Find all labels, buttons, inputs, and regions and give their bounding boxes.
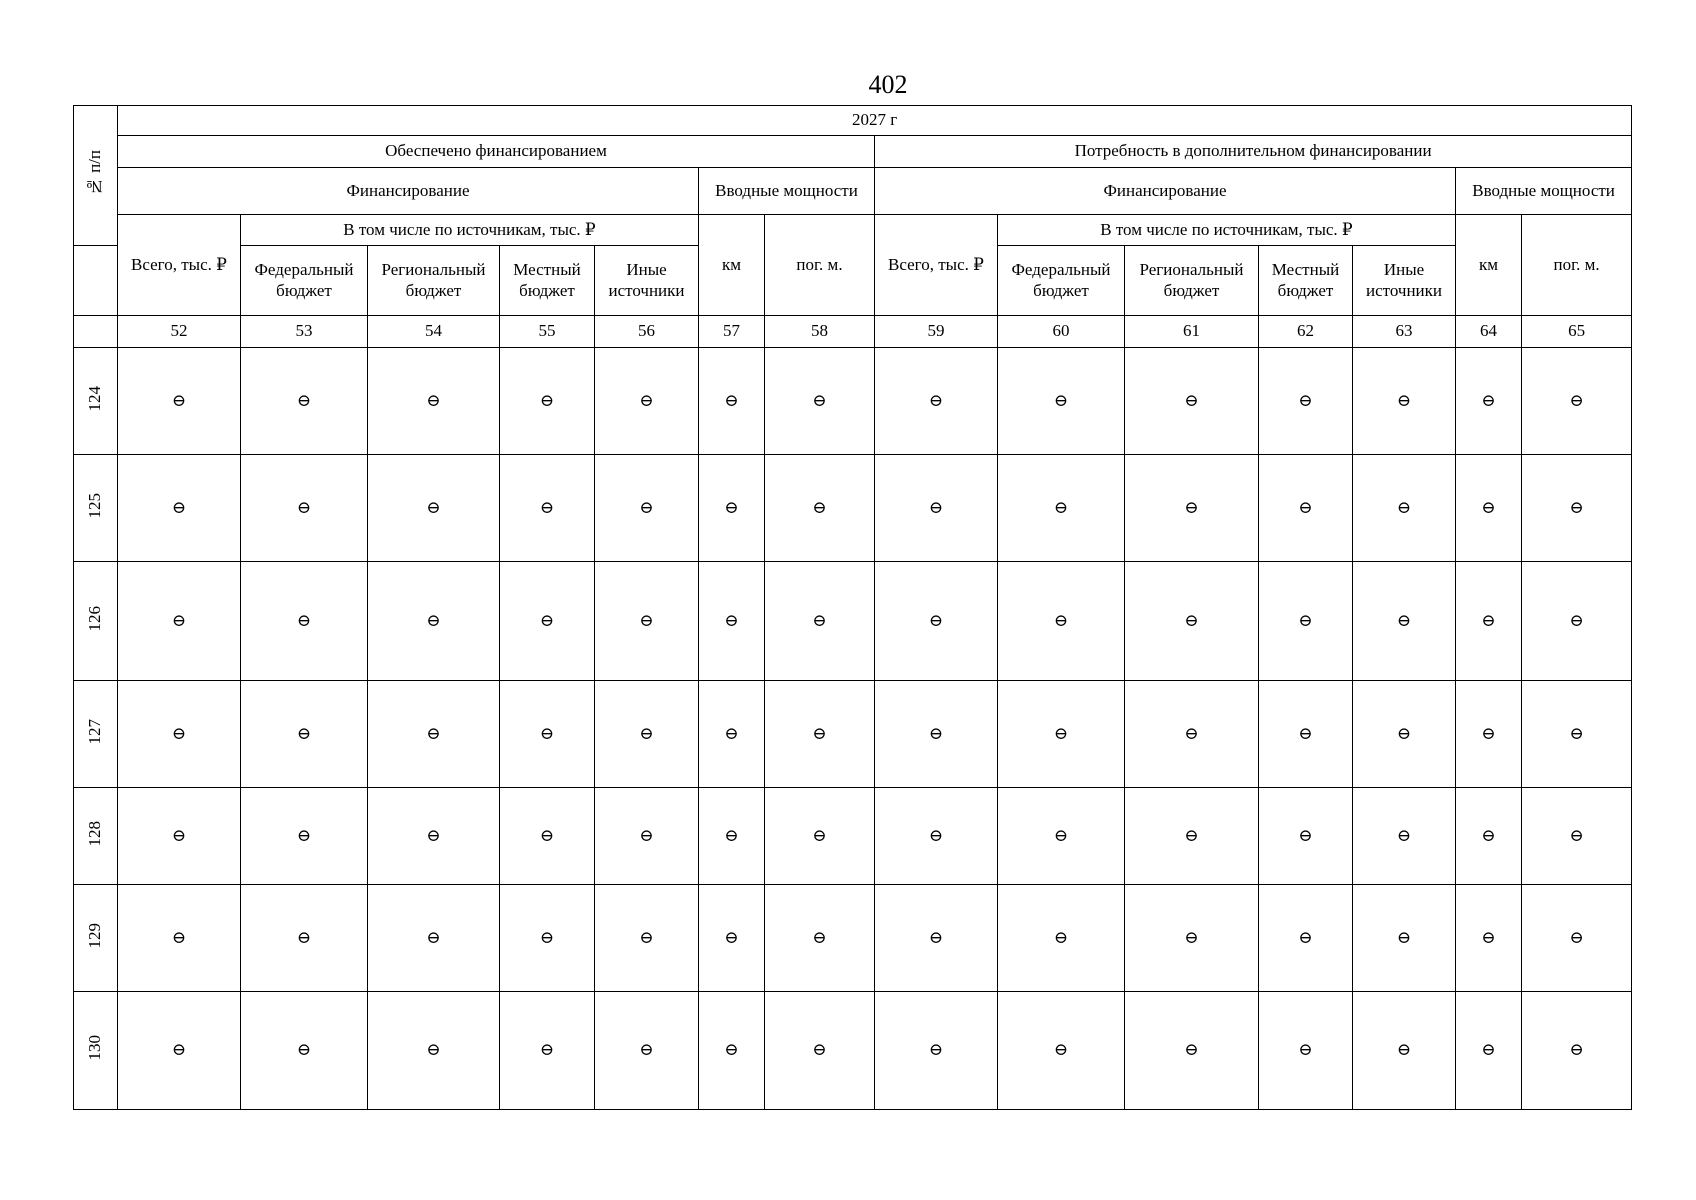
table-row [74,348,1632,455]
value-cell: ⊖ [1353,992,1456,1110]
value-cell: ⊖ [1353,455,1456,562]
value-cell: ⊖ [998,562,1125,681]
value-cell: ⊖ [1456,885,1522,992]
pog-m-header: пог. м. [1522,215,1632,316]
secured-financing-header: Обеспечено финансированием [118,136,875,168]
value-cell: ⊖ [118,788,241,885]
value-cell: ⊖ [1125,455,1259,562]
sources-header: В том числе по источникам, тыс. ₽ [998,215,1456,246]
value-cell: ⊖ [1522,455,1632,562]
value-cell: ⊖ [1456,455,1522,562]
value-cell: ⊖ [1259,885,1353,992]
value-cell: ⊖ [118,348,241,455]
value-cell: ⊖ [875,885,998,992]
value-cell: ⊖ [875,562,998,681]
value-cell: ⊖ [1522,788,1632,885]
column-number [74,316,118,348]
sources-header: В том числе по источникам, тыс. ₽ [241,215,699,246]
capacity-header: Вводные мощности [699,168,875,215]
value-cell: ⊖ [1125,681,1259,788]
value-cell: ⊖ [1125,788,1259,885]
value-cell: ⊖ [1522,885,1632,992]
value-cell: ⊖ [500,885,595,992]
regional-header: Региональный бюджет [368,246,500,316]
value-cell: ⊖ [1125,992,1259,1110]
value-cell: ⊖ [998,788,1125,885]
value-cell: ⊖ [1456,348,1522,455]
column-number: 56 [595,316,699,348]
value-cell: ⊖ [1125,348,1259,455]
value-cell: ⊖ [765,788,875,885]
financing-table [73,105,1632,1110]
value-cell: ⊖ [699,992,765,1110]
value-cell: ⊖ [1456,681,1522,788]
total-header: Всего, тыс. ₽ [875,215,998,316]
value-cell: ⊖ [699,788,765,885]
value-cell: ⊖ [998,348,1125,455]
value-cell: ⊖ [875,788,998,885]
column-number: 54 [368,316,500,348]
value-cell: ⊖ [368,788,500,885]
value-cell: ⊖ [1456,992,1522,1110]
row-number: 124 [74,348,118,455]
value-cell: ⊖ [368,681,500,788]
value-cell: ⊖ [118,562,241,681]
column-number-row [74,316,1632,348]
value-cell: ⊖ [1353,788,1456,885]
value-cell: ⊖ [875,992,998,1110]
value-cell: ⊖ [368,348,500,455]
value-cell: ⊖ [1456,562,1522,681]
value-cell: ⊖ [1353,885,1456,992]
value-cell: ⊖ [595,455,699,562]
row-number-header-cont [74,246,118,316]
table-row [74,562,1632,681]
value-cell: ⊖ [1259,562,1353,681]
value-cell: ⊖ [765,348,875,455]
table-row [74,885,1632,992]
value-cell: ⊖ [1353,562,1456,681]
value-cell: ⊖ [1125,562,1259,681]
value-cell: ⊖ [241,455,368,562]
pog-m-header: пог. м. [765,215,875,316]
value-cell: ⊖ [500,992,595,1110]
row-number: 125 [74,455,118,562]
other-header: Иные источники [595,246,699,316]
value-cell: ⊖ [1259,788,1353,885]
value-cell: ⊖ [595,885,699,992]
capacity-header: Вводные мощности [1456,168,1632,215]
row-number: 129 [74,885,118,992]
data-rows [74,348,1632,1110]
financing-header: Финансирование [118,168,699,215]
value-cell: ⊖ [1259,348,1353,455]
row-number: 130 [74,992,118,1110]
row-number: 128 [74,788,118,885]
km-header: км [1456,215,1522,316]
table-row [74,455,1632,562]
value-cell: ⊖ [118,885,241,992]
table-row [74,788,1632,885]
column-number: 55 [500,316,595,348]
year-header: 2027 г [118,106,1632,136]
column-number: 58 [765,316,875,348]
table-row [74,992,1632,1110]
value-cell: ⊖ [500,681,595,788]
value-cell: ⊖ [241,348,368,455]
value-cell: ⊖ [765,455,875,562]
column-number: 64 [1456,316,1522,348]
row-number: 127 [74,681,118,788]
value-cell: ⊖ [998,455,1125,562]
value-cell: ⊖ [1522,681,1632,788]
table-row [74,681,1632,788]
total-header: Всего, тыс. ₽ [118,215,241,316]
value-cell: ⊖ [368,455,500,562]
value-cell: ⊖ [368,885,500,992]
federal-header: Федеральный бюджет [241,246,368,316]
federal-header: Федеральный бюджет [998,246,1125,316]
value-cell: ⊖ [1259,455,1353,562]
value-cell: ⊖ [875,455,998,562]
value-cell: ⊖ [1522,348,1632,455]
value-cell: ⊖ [998,681,1125,788]
additional-financing-header: Потребность в дополнительном финансировании [875,136,1632,168]
value-cell: ⊖ [241,992,368,1110]
value-cell: ⊖ [1522,992,1632,1110]
value-cell: ⊖ [1259,681,1353,788]
value-cell: ⊖ [765,681,875,788]
value-cell: ⊖ [699,348,765,455]
value-cell: ⊖ [241,681,368,788]
value-cell: ⊖ [765,992,875,1110]
value-cell: ⊖ [875,348,998,455]
local-header: Местный бюджет [500,246,595,316]
value-cell: ⊖ [998,885,1125,992]
value-cell: ⊖ [699,455,765,562]
column-number: 62 [1259,316,1353,348]
value-cell: ⊖ [1259,992,1353,1110]
value-cell: ⊖ [118,992,241,1110]
value-cell: ⊖ [1522,562,1632,681]
value-cell: ⊖ [368,992,500,1110]
value-cell: ⊖ [595,348,699,455]
value-cell: ⊖ [241,788,368,885]
column-number: 59 [875,316,998,348]
value-cell: ⊖ [1353,348,1456,455]
value-cell: ⊖ [368,562,500,681]
value-cell: ⊖ [765,562,875,681]
column-number: 53 [241,316,368,348]
value-cell: ⊖ [875,681,998,788]
value-cell: ⊖ [500,562,595,681]
column-number: 52 [118,316,241,348]
value-cell: ⊖ [699,681,765,788]
value-cell: ⊖ [241,562,368,681]
value-cell: ⊖ [118,681,241,788]
column-number: 65 [1522,316,1632,348]
value-cell: ⊖ [500,455,595,562]
value-cell: ⊖ [241,885,368,992]
value-cell: ⊖ [500,788,595,885]
page-number: 402 [868,70,908,99]
other-header: Иные источники [1353,246,1456,316]
value-cell: ⊖ [595,562,699,681]
row-number: 126 [74,562,118,681]
value-cell: ⊖ [1125,885,1259,992]
value-cell: ⊖ [1456,788,1522,885]
value-cell: ⊖ [500,348,595,455]
value-cell: ⊖ [998,992,1125,1110]
column-number: 63 [1353,316,1456,348]
value-cell: ⊖ [118,455,241,562]
value-cell: ⊖ [595,788,699,885]
value-cell: ⊖ [595,992,699,1110]
value-cell: ⊖ [765,885,875,992]
column-number: 57 [699,316,765,348]
value-cell: ⊖ [595,681,699,788]
local-header: Местный бюджет [1259,246,1353,316]
row-number-header: № п/п [74,106,118,246]
column-number: 61 [1125,316,1259,348]
financing-header: Финансирование [875,168,1456,215]
value-cell: ⊖ [699,562,765,681]
value-cell: ⊖ [699,885,765,992]
column-number: 60 [998,316,1125,348]
regional-header: Региональный бюджет [1125,246,1259,316]
value-cell: ⊖ [1353,681,1456,788]
km-header: км [699,215,765,316]
